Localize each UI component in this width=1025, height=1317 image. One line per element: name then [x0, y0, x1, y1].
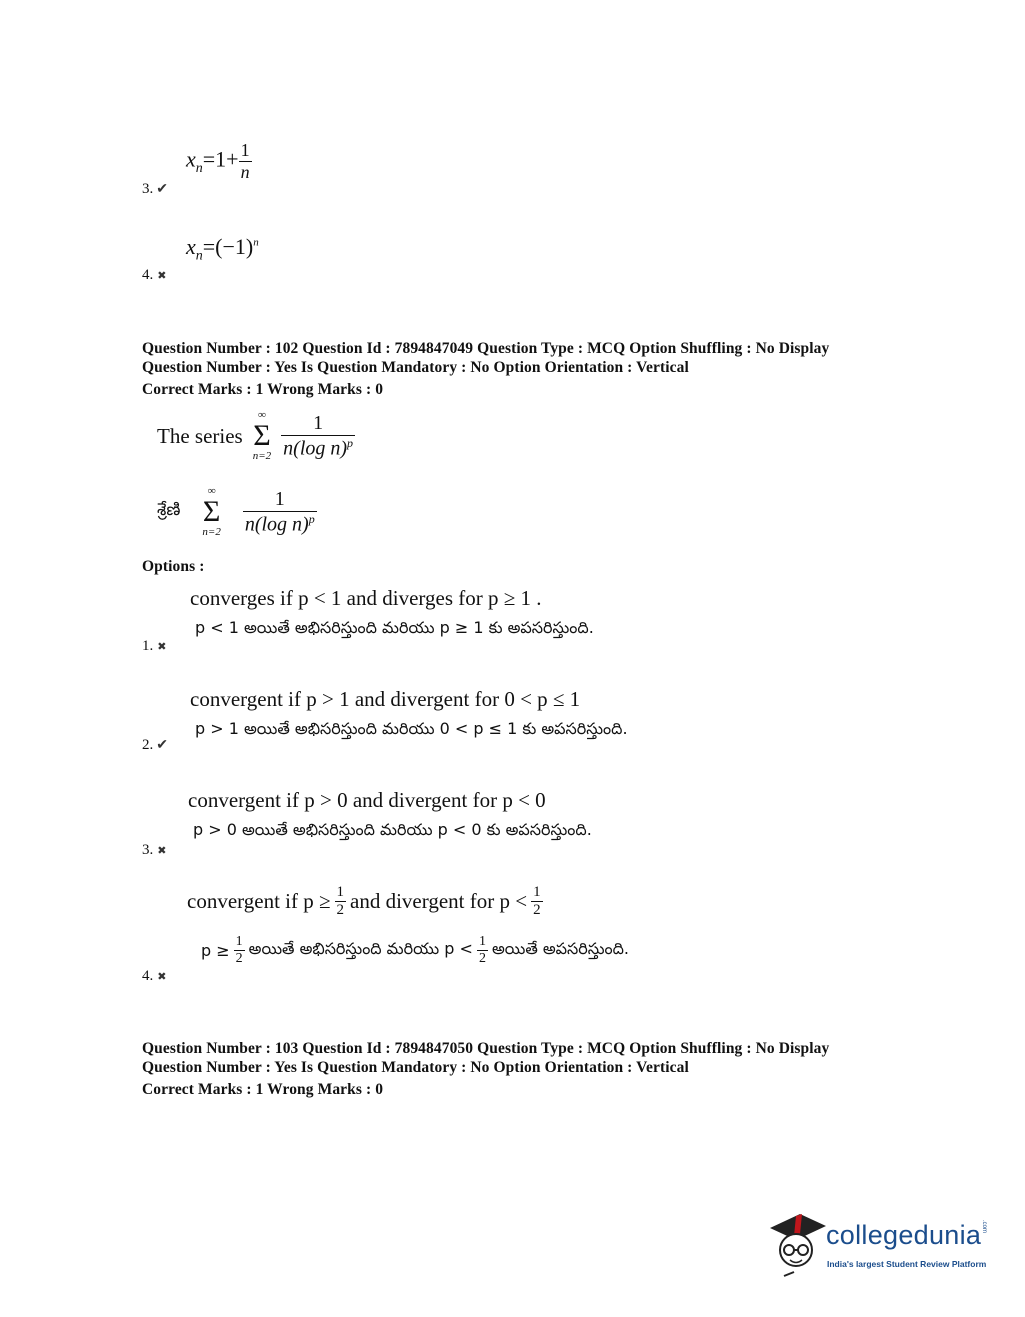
- summation-symbol-te: [202, 486, 220, 538]
- prev-opt4-rhs: =(−1): [202, 234, 254, 259]
- sum-te-denominator: [243, 512, 317, 537]
- wrong-cross-icon: ✖: [157, 845, 167, 857]
- collegedunia-logo: [766, 1210, 996, 1282]
- q102-meta-line-1: Question Number : 102 Question Id : 7894847049 Question Type : MCQ Option Shuffling : No Display: [142, 340, 830, 357]
- correct-check-icon: ✔: [156, 738, 168, 753]
- q102-option-1-telugu: p < 1 అయితే అభిసరిస్తుంది మరియు p ≥ 1 కు అపసరిస్తుంది.: [195, 618, 594, 637]
- q102-stem-en-label: The series: [157, 423, 243, 448]
- prev-opt3-lhs: x: [186, 146, 196, 172]
- prev-opt3-number: 3.: [142, 181, 154, 197]
- q102-option-4-english: [187, 884, 543, 919]
- q102-opt4-te-part-a: p ≥: [201, 941, 230, 960]
- prev-opt3-sub: n: [195, 160, 203, 176]
- q102-option-2-english: convergent if p > 1 and divergent for 0 < p ≤ 1: [190, 687, 581, 711]
- half-num-te-2: 1: [478, 934, 486, 949]
- prev-opt4-number: 4.: [142, 267, 154, 283]
- wrong-cross-icon: ✖: [157, 270, 167, 282]
- prev-option-3-expression: [186, 140, 252, 183]
- q102-option-1-english: converges if p < 1 and diverges for p ≥ 1 .: [190, 586, 542, 610]
- half-fraction-2: [531, 884, 543, 919]
- q102-stem-te-label: శ్రేణి: [157, 500, 181, 520]
- graduate-mascot-icon: [766, 1210, 828, 1280]
- q102-opt2-number: 2.: [142, 737, 154, 753]
- sum-te-numerator: 1: [243, 488, 317, 512]
- half-fraction-te-2: [477, 934, 488, 967]
- sum-upper-limit: ∞: [258, 409, 266, 421]
- q102-stem-te-fraction: [243, 488, 317, 537]
- q102-option-4-telugu: [201, 934, 629, 967]
- prev-opt4-lhs: x: [186, 234, 196, 259]
- prev-opt3-fraction: [239, 140, 252, 183]
- options-heading: Options :: [142, 558, 205, 575]
- q103-meta: [142, 1039, 902, 1099]
- prev-option-3-label: [142, 180, 168, 198]
- half-den: 2: [336, 902, 345, 918]
- wrong-cross-icon: ✖: [157, 971, 167, 983]
- prev-opt4-sup: n: [253, 236, 259, 249]
- prev-opt3-frac-den: n: [240, 162, 250, 182]
- q102-opt4-te-part-c: అయితే అపసరిస్తుంది.: [491, 939, 630, 958]
- q102-option-4-label: [142, 967, 166, 985]
- q102-meta-line-2: Question Number : Yes Is Question Mandatory : No Option Orientation : Vertical: [142, 359, 689, 376]
- q102-opt4-en-part-a: convergent if p ≥: [187, 889, 331, 913]
- q103-meta-line-2: Question Number : Yes Is Question Mandatory : No Option Orientation : Vertical: [142, 1059, 689, 1076]
- sum-te-lower-limit: n=2: [202, 526, 221, 538]
- q102-opt4-te-part-b: అయితే అభిసరిస్తుంది మరియు p <: [248, 939, 473, 958]
- prev-option-4-expression: [186, 234, 259, 264]
- prev-opt3-frac-num: 1: [240, 140, 250, 160]
- q102-option-3-label: [142, 841, 166, 859]
- prev-opt4-sub: n: [195, 248, 203, 264]
- logo-wordmark: collegedunia: [826, 1220, 982, 1250]
- q102-option-3-telugu: p > 0 అయితే అభిసరిస్తుంది మరియు p < 0 కు అపసరిస్తుంది.: [193, 820, 592, 839]
- logo-dotcom: .com: [981, 1220, 988, 1234]
- sum-den-exponent: p: [347, 435, 354, 450]
- q102-stem-telugu: [157, 486, 317, 538]
- q102-stem-en-fraction: [281, 412, 355, 461]
- logo-tagline: India's largest Student Review Platform: [827, 1259, 987, 1269]
- q102-option-1-label: [142, 637, 166, 655]
- sum-te-sigma: Σ: [202, 495, 221, 528]
- q102-opt4-number: 4.: [142, 968, 154, 984]
- half-fraction-te: [234, 934, 245, 967]
- q102-stem-english: [157, 410, 355, 462]
- q102-meta: [142, 339, 902, 399]
- sum-den-text: n(log n): [283, 437, 348, 460]
- half-num-te: 1: [235, 934, 243, 949]
- q102-opt4-en-part-b: and divergent for p <: [350, 889, 528, 913]
- prev-option-4-label: [142, 266, 166, 284]
- sum-denominator: [281, 436, 355, 461]
- prev-opt3-eq: =1+: [202, 146, 239, 172]
- half-num-2: 1: [533, 884, 541, 900]
- q102-option-3-english: convergent if p > 0 and divergent for p < 0: [188, 788, 546, 812]
- q102-opt1-number: 1.: [142, 638, 154, 654]
- sum-numerator: 1: [281, 412, 355, 436]
- q102-opt3-number: 3.: [142, 842, 154, 858]
- q103-meta-line-3: Correct Marks : 1 Wrong Marks : 0: [142, 1081, 384, 1098]
- sum-lower-limit: n=2: [252, 450, 272, 462]
- q102-option-2-label: [142, 736, 168, 754]
- half-den-te-2: 2: [478, 951, 486, 966]
- half-den-2: 2: [533, 902, 541, 918]
- sum-te-upper-limit: ∞: [207, 485, 216, 497]
- sum-sigma: Σ: [253, 419, 271, 452]
- half-num: 1: [336, 884, 345, 900]
- sum-te-den-exponent: p: [308, 511, 315, 526]
- q102-meta-line-3: Correct Marks : 1 Wrong Marks : 0: [142, 381, 384, 398]
- q103-meta-line-1: Question Number : 103 Question Id : 7894847050 Question Type : MCQ Option Shuffling : No Display: [142, 1040, 830, 1057]
- summation-symbol: [253, 410, 271, 462]
- half-fraction: [335, 884, 347, 919]
- wrong-cross-icon: ✖: [157, 641, 167, 653]
- sum-te-den-text: n(log n): [244, 513, 309, 536]
- correct-check-icon: ✔: [156, 182, 168, 197]
- half-den-te: 2: [235, 951, 243, 966]
- q102-option-2-telugu: p > 1 అయితే అభిసరిస్తుంది మరియు 0 < p ≤ 1 కు అపసరిస్తుంది.: [195, 719, 628, 738]
